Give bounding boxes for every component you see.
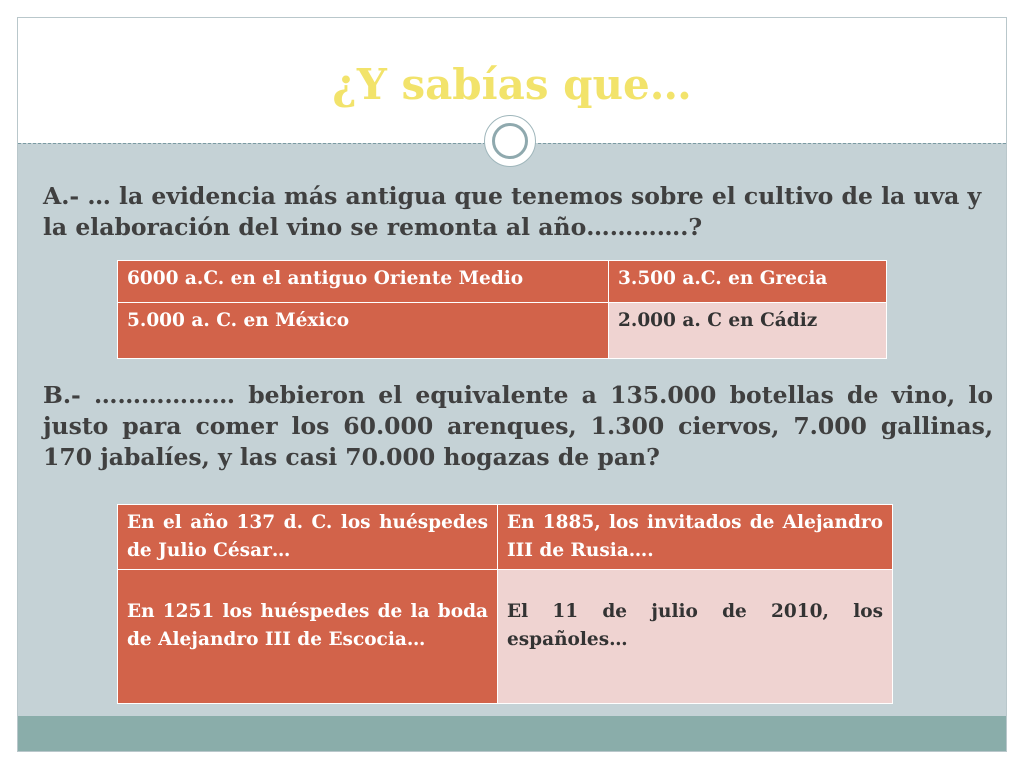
ring-ornament-icon [484, 115, 536, 167]
table-row [118, 261, 887, 303]
table-row [118, 303, 887, 359]
table-row [118, 505, 893, 570]
options-table-a [117, 260, 887, 359]
ring-ornament-inner [492, 123, 528, 159]
table-row [118, 570, 893, 704]
slide [17, 17, 1007, 752]
option-a-4[interactable]: 2.000 a. C en Cádiz [609, 303, 887, 359]
question-b: B.- ……………… bebieron el equivalente a 135.000 botellas de vino, lo justo para comer los 60.000 arenques, 1.300 ciervos, 7.000 gallinas, 170 jabalíes, y las casi 70.000 hogazas de pan? [43, 381, 993, 471]
option-a-3[interactable]: 5.000 a. C. en México [118, 303, 609, 359]
option-b-2[interactable]: En 1885, los invitados de Alejandro III de Rusia…. [498, 505, 893, 570]
question-a: A.- … la evidencia más antigua que tenemos sobre el cultivo de la uva y la elaboración del vino se remonta al año………….? [43, 182, 982, 241]
option-b-1[interactable]: En el año 137 d. C. los huéspedes de Julio César… [118, 505, 498, 570]
option-a-1[interactable]: 6000 a.C. en el antiguo Oriente Medio [118, 261, 609, 303]
bottom-band [18, 716, 1006, 751]
option-b-4[interactable]: El 11 de julio de 2010, los españoles… [498, 570, 893, 704]
slide-title: ¿Y sabías que… [332, 60, 692, 109]
options-table-b [117, 504, 893, 704]
option-a-2[interactable]: 3.500 a.C. en Grecia [609, 261, 887, 303]
option-b-3[interactable]: En 1251 los huéspedes de la boda de Alejandro III de Escocia… [118, 570, 498, 704]
